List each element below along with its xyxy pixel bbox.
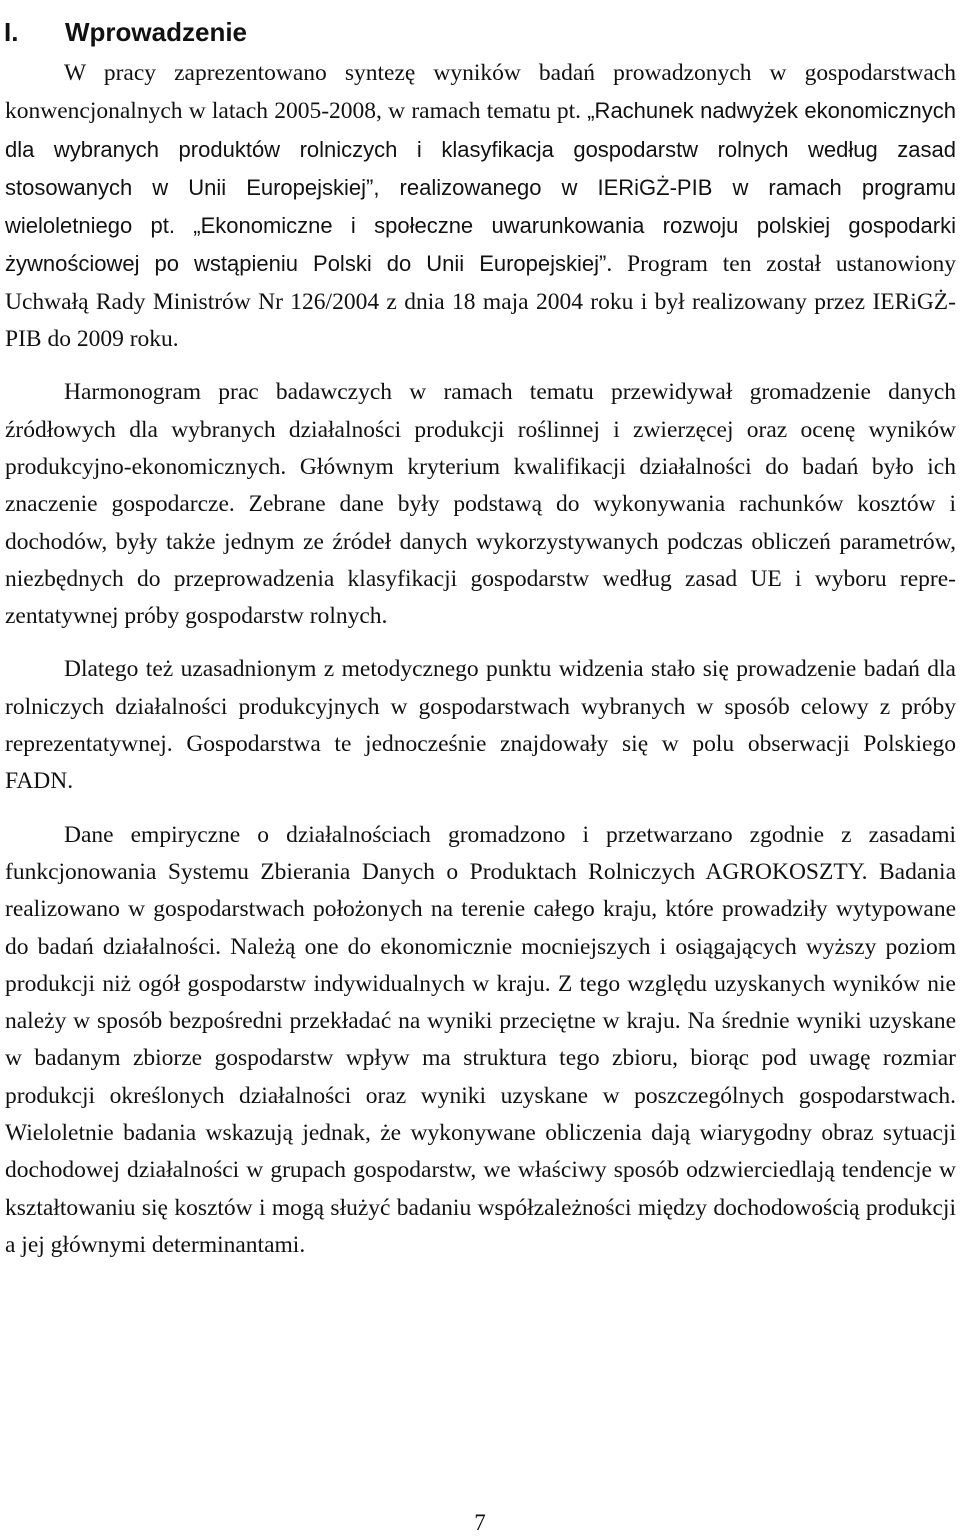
section-heading [4, 15, 247, 49]
paragraph-1-program-info: . Program ten został ustanowiony Uchwałą Rady Ministrów Nr 126/2004 z dnia 18 maja 2004 roku i był realizowany przez IERiGŻ-PIB do 2009 roku. [5, 251, 956, 353]
body-text [5, 55, 956, 1264]
paragraph-1-intro: W pracy zaprezentowano syntezę wyników badań prowadzonych w gospodarstwach konwencjonalnych w latach 2005-2008, w ramach tematu pt. [5, 60, 956, 125]
paragraph-1 [5, 55, 956, 358]
paragraph-4: Dane empiryczne o działalnościach gromadzono i przetwarzano zgodnie z zasadami funkcjonowania Systemu Zbierania Danych o Produktach Rolniczych AGROKOSZTY. Badania realizowano w gospodarstwach położonych na terenie całego kraju, które prowadziły wytypowane do badań działalności. Należą one do ekonomicznie mocniejszych i osiągających wyższy poziom produkcji niż ogół gospodarstw indywidualnych w kraju. Z tego względu uzyskanych wyników nie należy w sposób bezpośredni przekładać na wyniki przeciętne w kraju. Na średnie wyniki uzyskane w badanym zbiorze gospodarstw wpływ ma struktura tego zbioru, biorąc pod uwagę rozmiar produkcji określonych działalności oraz wyniki uzyskane w poszczególnych gospodarstwach. Wieloletnie badania wskazują jednak, że wykonywane obliczenia dają wiarygodny obraz sytuacji dochodowej działalności w grupach gospodarstw, we właściwy sposób odzwierciedlają tendencje w kształtowaniu się kosztów i mogą służyć badaniu współzależności między dochodowością produkcji a jej głównymi determinantami. [5, 821, 956, 1258]
section-number: I. [4, 17, 19, 48]
paragraph-2: Harmonogram prac badawczych w ramach tematu przewidywał gromadzenie danych źródłowych dla wybranych działalności produkcji roślinnej i zwierzęcej oraz ocenę wyników produkcyjno-ekonomicznych. Głównym kryterium kwalifikacji działalności do badań było ich znaczenie gospodarcze. Zebrane dane były podstawą do wykonywania rachunków kosztów i dochodów, były także jednym ze źródeł danych wykorzystywanych podczas obliczeń parametrów, niezbędnych do przeprowadzenia klasyfikacji gospodarstw według zasad UE i wyboru reprezentatywnej próby gospodarstw rolnych. [5, 379, 956, 630]
section-title: Wprowadzenie [65, 17, 248, 48]
paragraph-1-topic-titles: „Rachunek nadwyżek ekonomicznych dla wybranych produktów rolniczych i klasyfikacja gospodarstw rolnych według zasad stosowanych w Unii Europejskiej”, realizowanego w IERiGŻ-PIB w ramach programu wieloletniego pt. „Ekonomiczne i społeczne uwarunkowania rozwoju polskiej gospodarki żywnościowej po wstąpieniu Polski do Unii Europejskiej” [5, 98, 956, 277]
paragraph-3: Dlatego też uzasadnionym z metodycznego punktu widzenia stało się prowadzenie badań dla rolniczych działalności produkcyjnych w gospodarstwach wybranych w sposób celowy z próby reprezentatywnej. Gospodarstwa te jednocześnie znajdowały się w polu obserwacji Polskiego FADN. [5, 656, 956, 795]
page-number: 7 [474, 1510, 486, 1535]
